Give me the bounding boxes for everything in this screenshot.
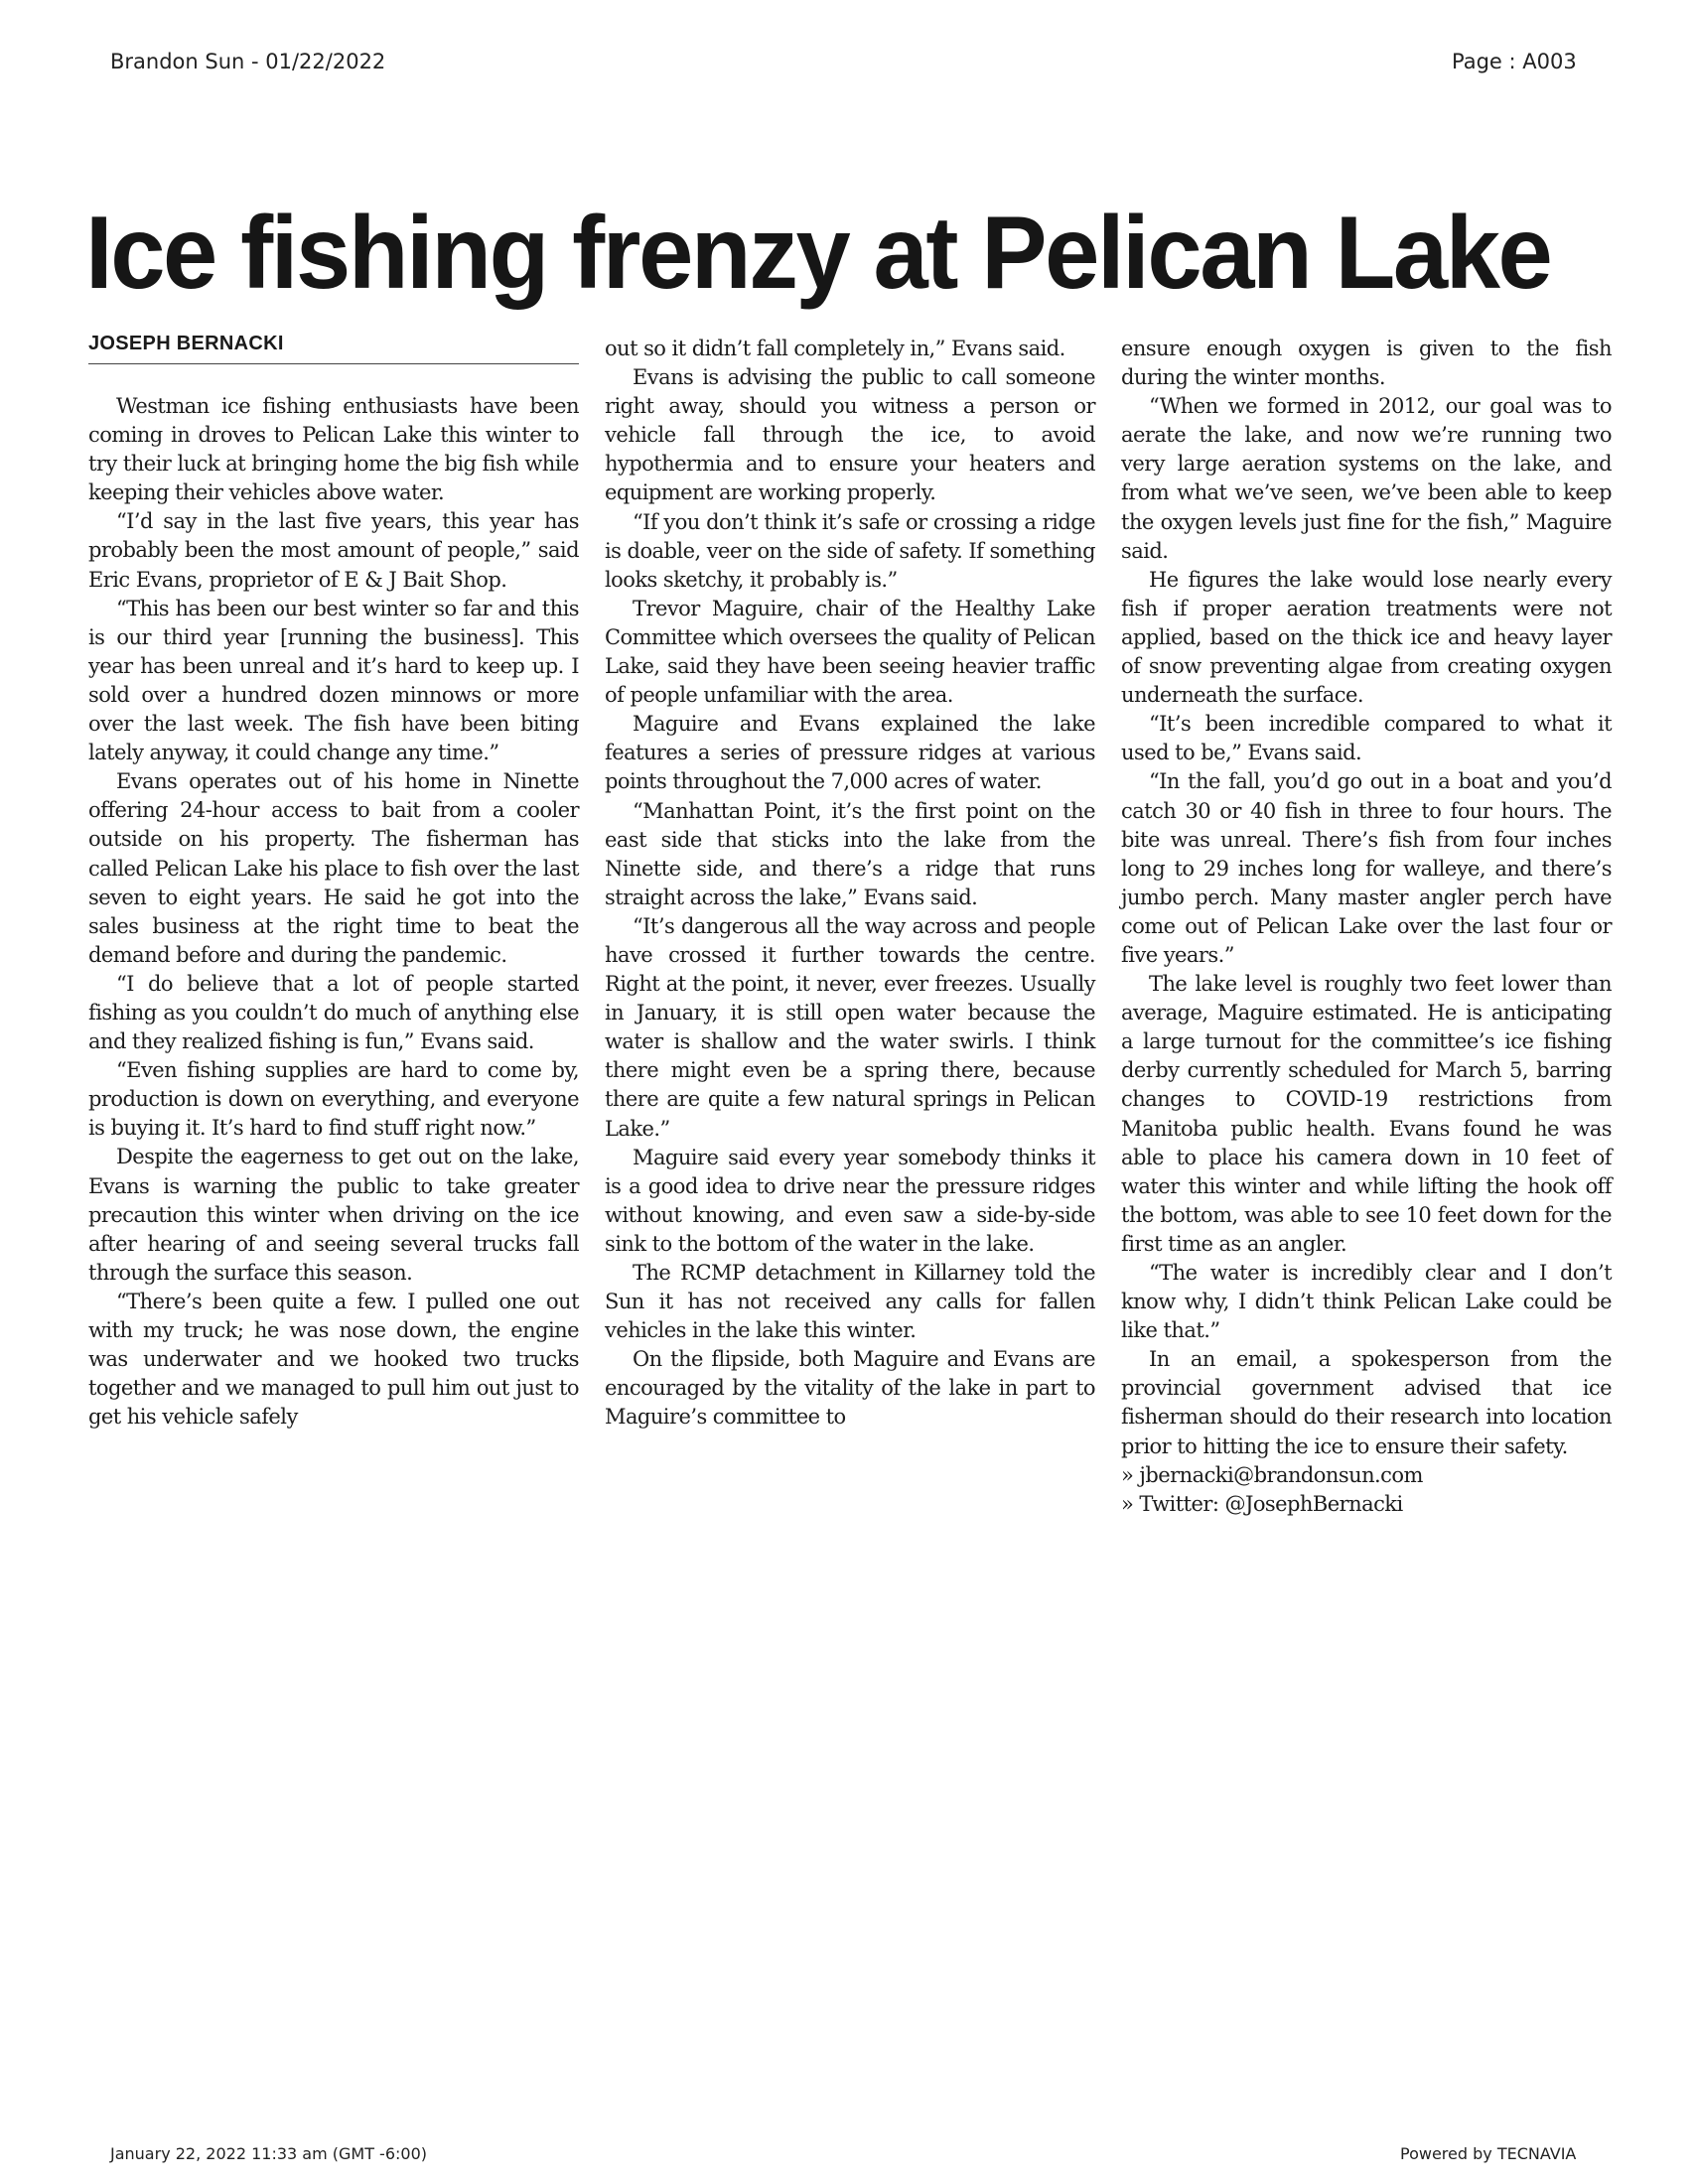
author-twitter: » Twitter: @JosephBernacki (1121, 1491, 1403, 1516)
article-headline: Ice fishing frenzy at Pelican Lake (85, 196, 1551, 311)
paragraph: The RCMP detachment in Killarney told the Sun it has not received any calls for fallen vehicles in the lake this winter. (605, 1261, 1095, 1343)
paragraph: “There’s been quite a few. I pulled one out with my truck; he was nose down, the engine was underwater and we hooked two trucks together and we managed to pull him out just to get his vehicle safely (88, 1289, 579, 1430)
paragraph: “Even fishing supplies are hard to come by, production is down on everything, and everyone is buying it. It’s hard to find stuff right now.” (88, 1058, 579, 1141)
paragraph: “If you don’t think it’s safe or crossing a ridge is doable, veer on the side of safety. If something looks sketchy, it probably is.” (605, 509, 1095, 592)
paragraph: “I do believe that a lot of people started fishing as you couldn’t do much of anything else and they realized fishing is fun,” Evans said. (88, 971, 579, 1054)
paragraph: Evans is advising the public to call someone right away, should you witness a person or vehicle fall through the ice, to avoid hypothermia and to ensure your heaters and equipment are working properly. (605, 365, 1095, 505)
paragraph: Despite the eagerness to get out on the lake, Evans is warning the public to take greater precaution this winter when driving on the ice after hearing of and seeing several trucks fall through the surface this season. (88, 1145, 579, 1285)
page-number: Page : A003 (1452, 50, 1577, 73)
powered-by: Powered by TECNAVIA (1400, 2144, 1577, 2163)
paragraph: In an email, a spokesperson from the provincial government advised that ice fisherman should do their research into location prior to hitting the ice to ensure their safety. (1121, 1347, 1612, 1458)
paragraph: ensure enough oxygen is given to the fish during the winter months. (1121, 337, 1612, 390)
byline: JOSEPH BERNACKI (88, 333, 579, 364)
author-email: » jbernacki@brandonsun.com (1121, 1462, 1423, 1487)
paragraph: Maguire and Evans explained the lake features a series of pressure ridges at various points throughout the 7,000 acres of water. (605, 712, 1095, 794)
paragraph: “When we formed in 2012, our goal was to aerate the lake, and now we’re running two very large aeration systems on the lake, and from what we’ve seen, we’ve been able to keep the oxygen levels just fine for the fish,” Maguire said. (1121, 394, 1612, 563)
article-column-1 (88, 392, 579, 1432)
paragraph: On the flipside, both Maguire and Evans are encouraged by the vitality of the lake in part to Maguire’s committee to (605, 1347, 1095, 1430)
publication-date: Brandon Sun - 01/22/2022 (110, 50, 386, 73)
paragraph: Trevor Maguire, chair of the Healthy Lake Committee which oversees the quality of Pelican Lake, said they have been seeing heavier traffic of people unfamiliar with the area. (605, 596, 1095, 708)
print-timestamp: January 22, 2022 11:33 am (GMT -6:00) (110, 2144, 427, 2163)
paragraph: “This has been our best winter so far and this is our third year [running the business]. This year has been unreal and it’s hard to keep up. I sold over a hundred dozen minnows or more over the last week. The fish have been biting lately anyway, it could change any time.” (88, 596, 579, 765)
paragraph: “I’d say in the last five years, this year has probably been the most amount of people,” said Eric Evans, proprietor of E & J Bait Shop. (88, 509, 579, 592)
article-column-3 (1121, 335, 1612, 1519)
article-column-2 (605, 335, 1095, 1433)
paragraph: “It’s been incredible compared to what it used to be,” Evans said. (1121, 712, 1612, 765)
paragraph: “The water is incredibly clear and I don’t know why, I didn’t think Pelican Lake could be like that.” (1121, 1261, 1612, 1343)
paragraph: Maguire said every year somebody thinks it is a good idea to drive near the pressure ridges without knowing, and even saw a side-by-side sink to the bottom of the water in the lake. (605, 1145, 1095, 1256)
paragraph: “In the fall, you’d go out in a boat and you’d catch 30 or 40 fish in three to four hours. The bite was unreal. There’s fish from four inches long to 29 inches long for walleye, and there’s jumbo perch. Many master angler perch have come out of Pelican Lake over the last four or five years.” (1121, 769, 1612, 967)
paragraph: He figures the lake would lose nearly every fish if proper aeration treatments were not applied, based on the thick ice and heavy layer of snow preventing algae from creating oxygen underneath the surface. (1121, 567, 1612, 708)
paragraph: “Manhattan Point, it’s the first point on the east side that sticks into the lake from the Ninette side, and there’s a ridge that runs straight across the lake,” Evans said. (605, 798, 1095, 909)
paragraph: Evans operates out of his home in Ninette offering 24-hour access to bait from a cooler outside on his property. The fisherman has called Pelican Lake his place to fish over the last seven to eight years. He said he got into the sales business at the right time to beat the demand before and during the pandemic. (88, 769, 579, 967)
paragraph: The lake level is roughly two feet lower than average, Maguire estimated. He is anticipating a large turnout for the committee’s ice fishing derby currently scheduled for March 5, barring changes to COVID-19 restrictions from Manitoba public health. Evans found he was able to place his camera down in 10 feet of water this winter and while lifting the hook off the bottom, was able to see 10 feet down for the first time as an angler. (1121, 972, 1612, 1256)
paragraph: out so it didn’t fall completely in,” Evans said. (605, 337, 1065, 360)
paragraph: Westman ice fishing enthusiasts have been coming in droves to Pelican Lake this winter to try their luck at bringing home the big fish while keeping their vehicles above water. (88, 394, 579, 505)
paragraph: “It’s dangerous all the way across and people have crossed it further towards the centre. Right at the point, it never, ever freezes. Usually in January, it is still open water because the water is shallow and the water swirls. I think there might even be a spring there, because there are quite a few natural springs in Pelican Lake.” (605, 913, 1095, 1141)
